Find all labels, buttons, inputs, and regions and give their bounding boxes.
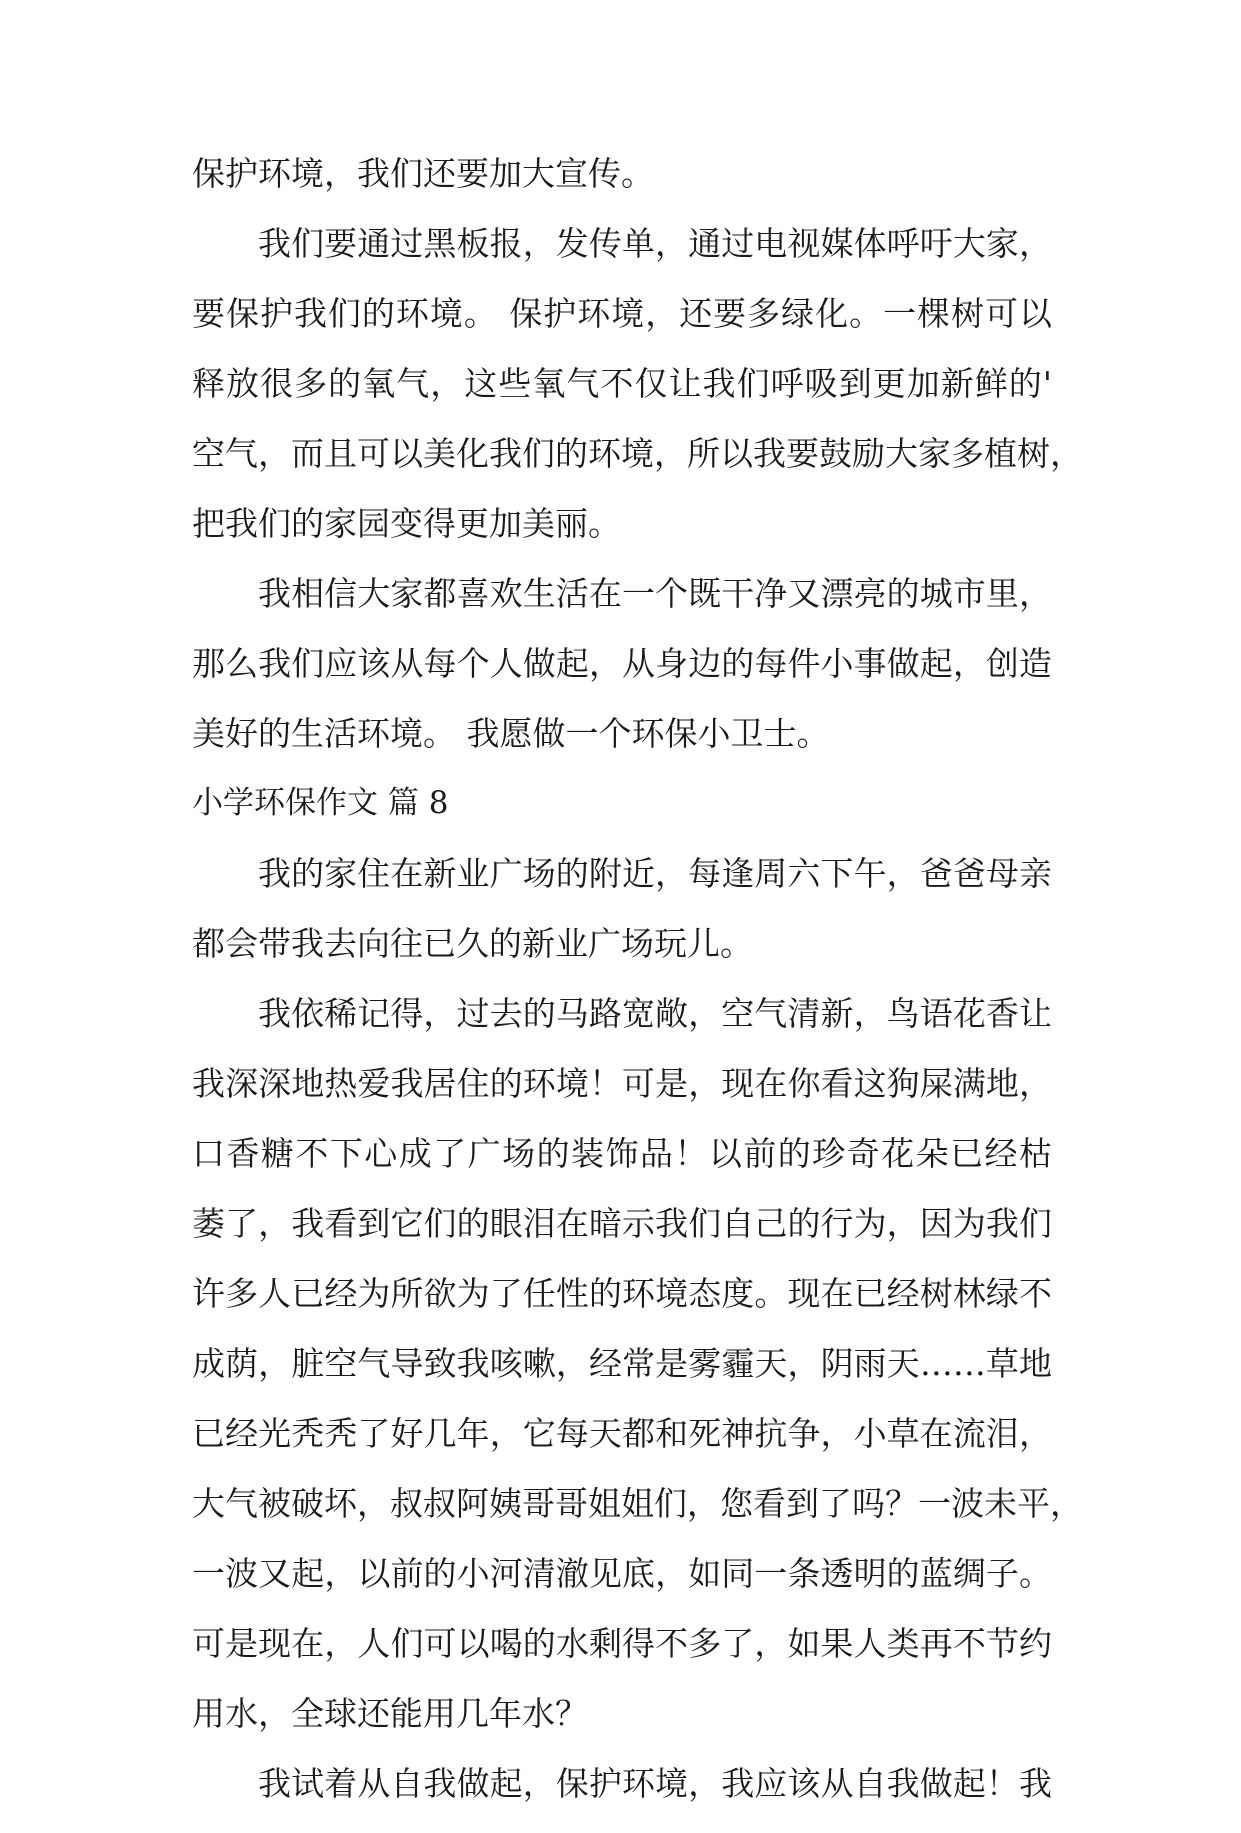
text-line: 释放很多的氧气，这些氧气不仅让我们呼吸到更加新鲜的' xyxy=(192,364,1052,403)
text-line: 空气，而且可以美化我们的环境，所以我要鼓励大家多植树， xyxy=(192,434,1083,473)
text-line: 我依稀记得，过去的马路宽敞，空气清新，鸟语花香让 xyxy=(258,994,1052,1033)
document-page xyxy=(192,153,1083,1833)
text-line: 我试着从自我做起，保护环境，我应该从自我做起！我 xyxy=(258,1764,1052,1803)
text-line: 我相信大家都喜欢生活在一个既干净又漂亮的城市里， xyxy=(258,574,1052,613)
text-line: 那么我们应该从每个人做起，从身边的每件小事做起，创造 xyxy=(192,644,1052,683)
text-line: 口香糖不下心成了广场的装饰品！以前的珍奇花朵已经枯 xyxy=(192,1134,1052,1173)
text-line: 保护环境，我们还要加大宣传。 xyxy=(192,154,654,193)
text-line: 我深深地热爱我居住的环境！可是，现在你看这狗屎满地， xyxy=(192,1064,1052,1103)
text-line: 一波又起，以前的小河清澈见底，如同一条透明的蓝绸子。 xyxy=(192,1554,1052,1593)
text-line: 成荫，脏空气导致我咳嗽，经常是雾霾天，阴雨天……草地 xyxy=(192,1344,1052,1383)
section-heading: 小学环保作文 篇 8 xyxy=(192,785,449,821)
text-line: 用水，全球还能用几年水？ xyxy=(192,1694,588,1733)
text-line: 大气被破坏，叔叔阿姨哥哥姐姐们，您看到了吗？一波未平， xyxy=(192,1484,1083,1523)
text-line: 我的家住在新业广场的附近，每逢周六下午，爸爸母亲 xyxy=(258,854,1052,893)
text-line: 已经光秃秃了好几年，它每天都和死神抗争，小草在流泪， xyxy=(192,1414,1052,1453)
text-line: 都会带我去向往已久的新业广场玩儿。 xyxy=(192,924,753,963)
text-line: 可是现在，人们可以喝的水剩得不多了，如果人类再不节约 xyxy=(192,1624,1052,1663)
text-line: 萎了，我看到它们的眼泪在暗示我们自己的行为，因为我们 xyxy=(192,1204,1052,1243)
text-line: 我们要通过黑板报，发传单，通过电视媒体呼吁大家， xyxy=(258,224,1052,263)
text-line: 美好的生活环境。 我愿做一个环保小卫士。 xyxy=(192,714,830,753)
text-line: 要保护我们的环境。 保护环境，还要多绿化。一棵树可以 xyxy=(192,294,1052,333)
text-line: 许多人已经为所欲为了任性的环境态度。现在已经树林绿不 xyxy=(192,1274,1052,1313)
text-line: 把我们的家园变得更加美丽。 xyxy=(192,504,621,543)
